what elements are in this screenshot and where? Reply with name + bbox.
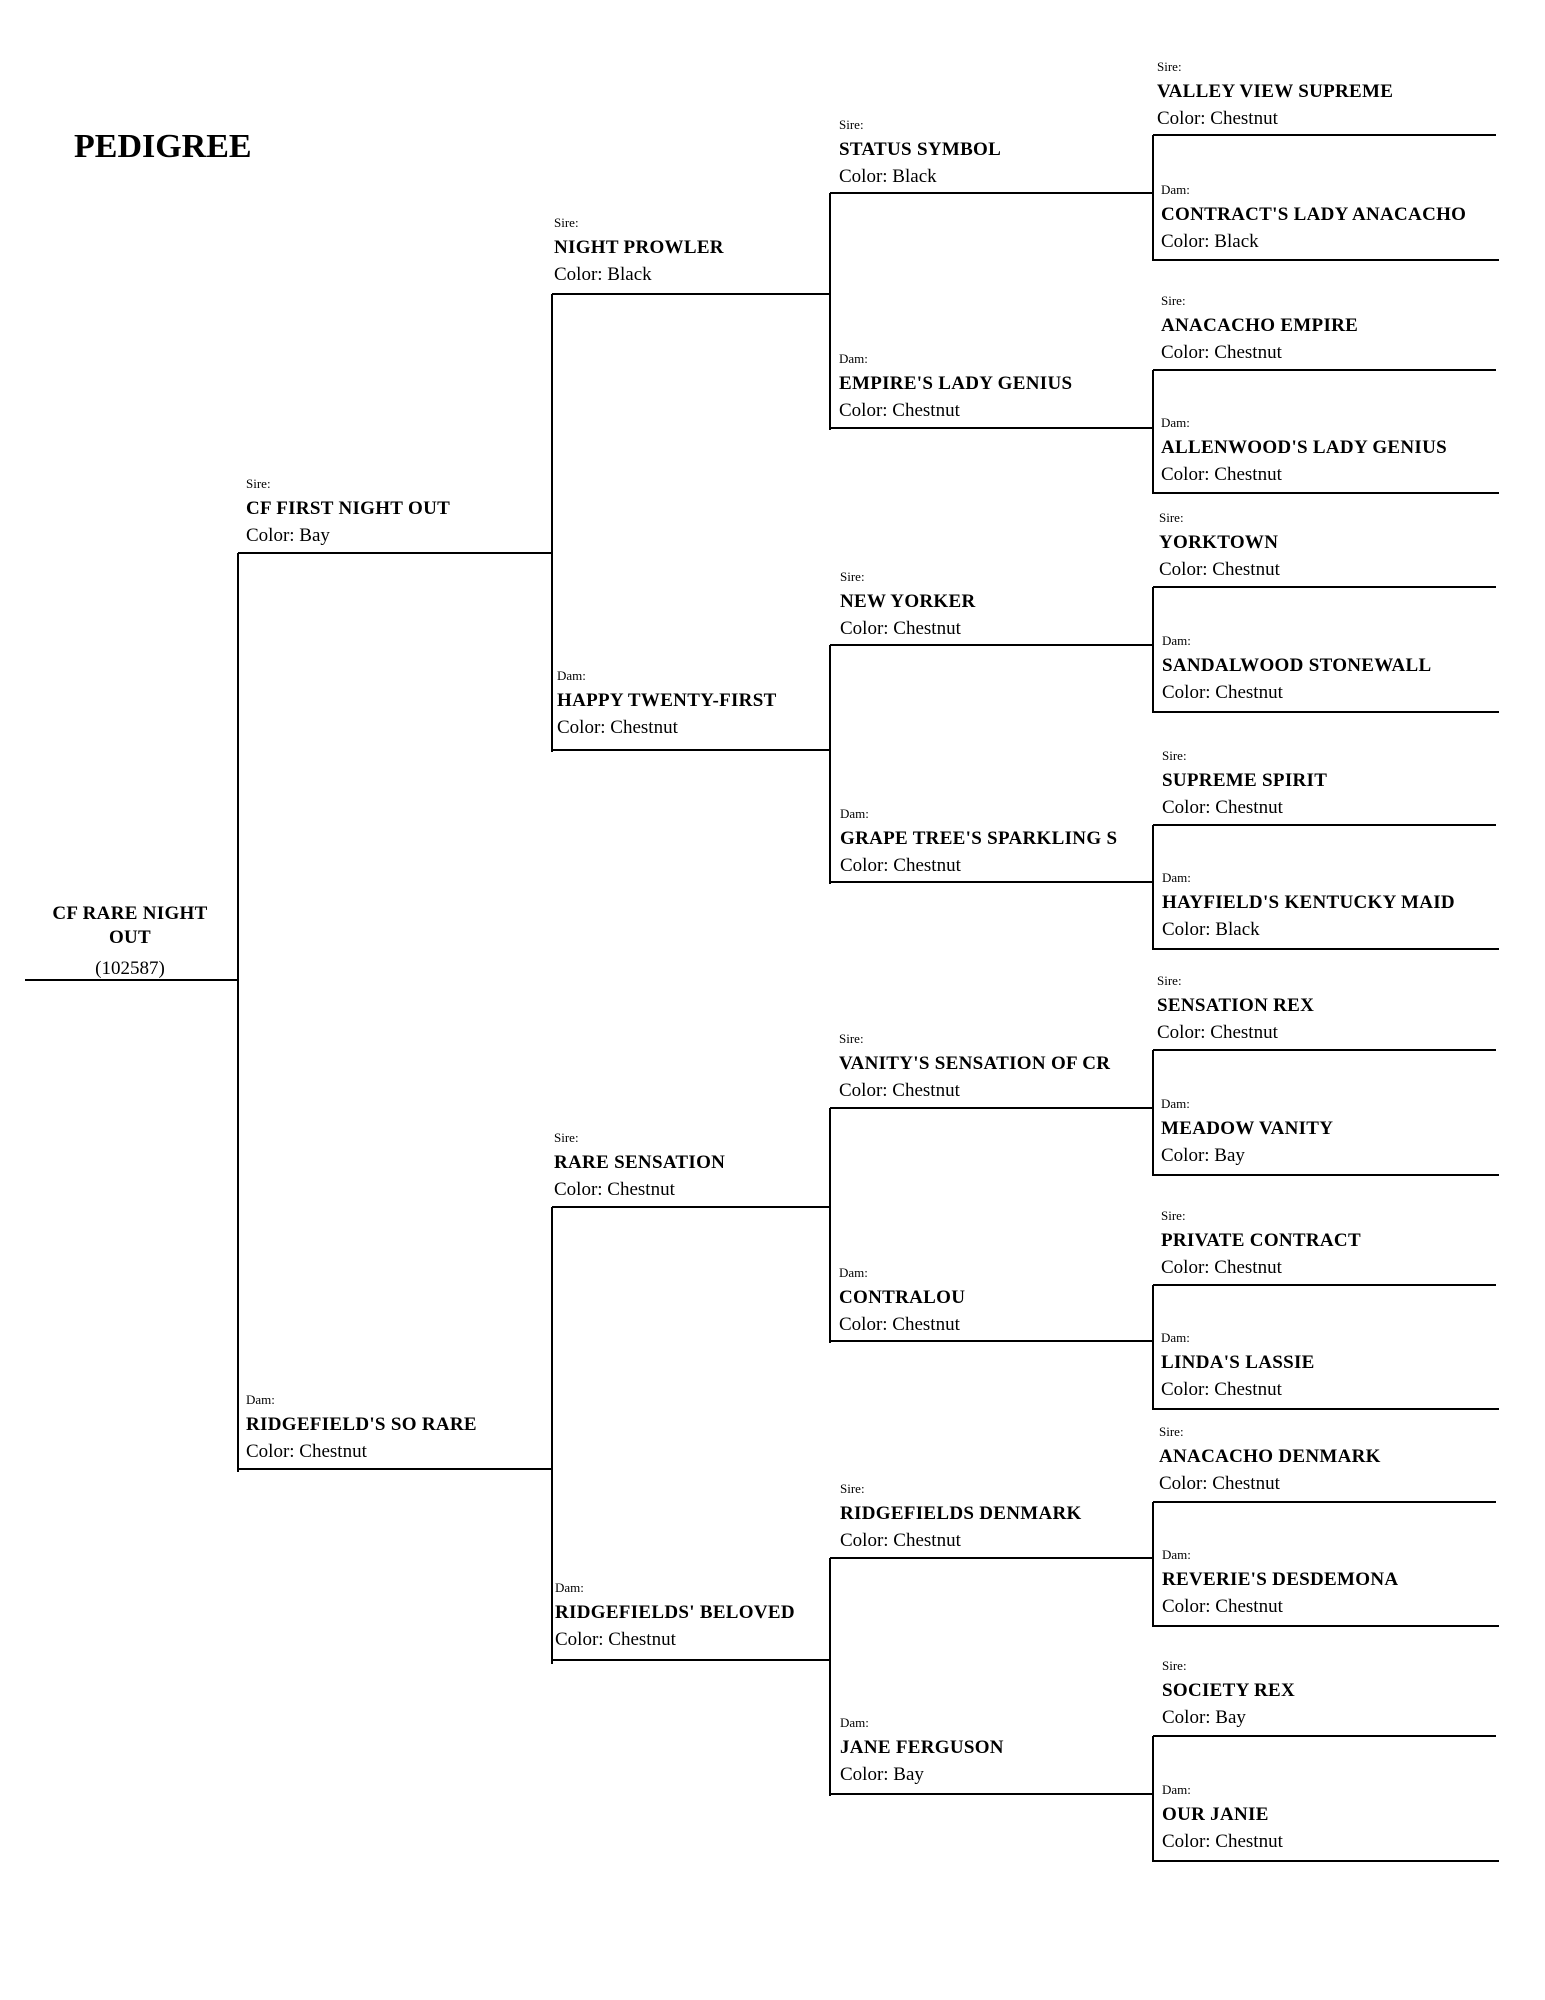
horse-name: YORKTOWN: [1159, 532, 1279, 553]
role-label: Dam:: [1162, 870, 1191, 885]
role-label: Dam:: [1161, 1096, 1190, 1111]
role-label: Sire:: [554, 215, 579, 230]
horse-name: RARE SENSATION: [554, 1152, 726, 1173]
great-grandparent-5: [839, 1032, 1110, 1100]
horse-name: VANITY'S SENSATION OF CR: [839, 1053, 1111, 1074]
gg-grandparent-4: [1161, 416, 1447, 484]
horse-name: RIDGEFIELDS' BELOVED: [555, 1602, 795, 1623]
gg-grandparent-3: [1161, 294, 1358, 362]
parent-sire: [246, 477, 450, 545]
horse-name: GRAPE TREE'S SPARKLING S: [840, 828, 1118, 849]
gg-grandparent-12: [1161, 1331, 1315, 1399]
horse-color: Color: Bay: [840, 1764, 924, 1785]
horse-name: REVERIE'S DESDEMONA: [1162, 1569, 1399, 1590]
role-label: Dam:: [246, 1392, 275, 1407]
horse-color: Color: Chestnut: [246, 1441, 367, 1462]
gg-grandparent-7: [1162, 749, 1327, 817]
horse-name: CF FIRST NIGHT OUT: [246, 498, 451, 519]
gg-grandparent-13: [1159, 1425, 1381, 1493]
role-label: Sire:: [840, 569, 865, 584]
gg-grandparent-11: [1161, 1209, 1361, 1277]
role-label: Dam:: [555, 1580, 584, 1595]
great-grandparent-3: [840, 570, 976, 638]
role-label: Dam:: [1162, 1782, 1191, 1797]
horse-name: JANE FERGUSON: [840, 1737, 1004, 1758]
great-grandparent-6: [839, 1266, 965, 1334]
horse-color: Color: Chestnut: [1157, 108, 1278, 129]
role-label: Dam:: [1162, 633, 1191, 648]
horse-color: Color: Chestnut: [1161, 1257, 1282, 1278]
horse-color: Color: Chestnut: [839, 1314, 960, 1335]
grandparent-dam-1: [557, 669, 777, 737]
horse-name: ANACACHO DENMARK: [1159, 1446, 1381, 1467]
page-title: PEDIGREE: [74, 128, 252, 165]
role-label: Sire:: [1157, 59, 1182, 74]
parent-dam: [246, 1393, 477, 1461]
gg-grandparent-1: [1157, 60, 1393, 128]
horse-color: Color: Chestnut: [839, 1080, 960, 1101]
role-label: Dam:: [839, 351, 868, 366]
horse-color: Color: Chestnut: [840, 1530, 961, 1551]
horse-name: SANDALWOOD STONEWALL: [1162, 655, 1432, 676]
root-horse: [30, 902, 230, 980]
horse-color: Color: Chestnut: [839, 400, 960, 421]
role-label: Dam:: [1161, 1330, 1190, 1345]
gg-grandparent-14: [1162, 1548, 1398, 1616]
role-label: Sire:: [839, 117, 864, 132]
horse-color: Color: Chestnut: [1162, 1831, 1283, 1852]
role-label: Sire:: [1161, 293, 1186, 308]
horse-name: CONTRACT'S LADY ANACACHO: [1161, 204, 1467, 225]
horse-name: SUPREME SPIRIT: [1162, 770, 1328, 791]
horse-color: Color: Chestnut: [1159, 1473, 1280, 1494]
role-label: Sire:: [554, 1130, 579, 1145]
horse-color: Color: Chestnut: [554, 1179, 675, 1200]
horse-name: STATUS SYMBOL: [839, 139, 1002, 160]
gg-grandparent-2: [1161, 183, 1466, 251]
root-registration-number: (102587): [95, 958, 165, 979]
horse-color: Color: Black: [839, 166, 937, 187]
horse-name: LINDA'S LASSIE: [1161, 1352, 1315, 1373]
horse-name: OUR JANIE: [1162, 1804, 1269, 1825]
grandparent-sire-1: [554, 216, 724, 284]
gg-grandparent-6: [1162, 634, 1431, 702]
great-grandparent-8: [840, 1716, 1004, 1784]
horse-name: ANACACHO EMPIRE: [1161, 315, 1359, 336]
horse-color: Color: Chestnut: [1157, 1022, 1278, 1043]
role-label: Dam:: [840, 806, 869, 821]
horse-name: SENSATION REX: [1157, 995, 1315, 1016]
role-label: Sire:: [840, 1481, 865, 1496]
horse-color: Color: Chestnut: [1161, 1379, 1282, 1400]
root-horse-name: CF RARE NIGHT OUT: [52, 903, 208, 948]
role-label: Sire:: [1161, 1208, 1186, 1223]
gg-grandparent-5: [1159, 511, 1280, 579]
role-label: Dam:: [557, 668, 586, 683]
horse-name: MEADOW VANITY: [1161, 1118, 1334, 1139]
role-label: Sire:: [1159, 510, 1184, 525]
horse-color: Color: Chestnut: [840, 618, 961, 639]
role-label: Sire:: [839, 1031, 864, 1046]
gg-grandparent-9: [1157, 974, 1314, 1042]
role-label: Sire:: [246, 476, 271, 491]
great-grandparent-4: [840, 807, 1117, 875]
role-label: Dam:: [1161, 415, 1190, 430]
grandparent-dam-2: [555, 1581, 795, 1649]
horse-name: SOCIETY REX: [1162, 1680, 1295, 1701]
role-label: Sire:: [1159, 1424, 1184, 1439]
horse-name: HAPPY TWENTY-FIRST: [557, 690, 777, 711]
gg-grandparent-15: [1162, 1659, 1295, 1727]
horse-name: NIGHT PROWLER: [554, 237, 724, 258]
horse-color: Color: Black: [1161, 231, 1259, 252]
horse-name: PRIVATE CONTRACT: [1161, 1230, 1361, 1251]
role-label: Sire:: [1157, 973, 1182, 988]
horse-name: ALLENWOOD'S LADY GENIUS: [1161, 437, 1447, 458]
great-grandparent-2: [839, 352, 1072, 420]
horse-name: RIDGEFIELD'S SO RARE: [246, 1414, 477, 1435]
horse-color: Color: Black: [1162, 919, 1260, 940]
horse-color: Color: Chestnut: [1161, 464, 1282, 485]
horse-name: CONTRALOU: [839, 1287, 966, 1308]
horse-color: Color: Bay: [246, 525, 330, 546]
horse-color: Color: Chestnut: [1159, 559, 1280, 580]
grandparent-sire-2: [554, 1131, 725, 1199]
gg-grandparent-16: [1162, 1783, 1283, 1851]
role-label: Dam:: [1162, 1547, 1191, 1562]
gg-grandparent-10: [1161, 1097, 1333, 1165]
horse-name: HAYFIELD'S KENTUCKY MAID: [1162, 892, 1455, 913]
role-label: Dam:: [1161, 182, 1190, 197]
horse-color: Color: Chestnut: [1161, 342, 1282, 363]
horse-color: Color: Chestnut: [557, 717, 678, 738]
great-grandparent-7: [840, 1482, 1082, 1550]
horse-color: Color: Black: [554, 264, 652, 285]
horse-color: Color: Chestnut: [555, 1629, 676, 1650]
horse-color: Color: Bay: [1161, 1145, 1245, 1166]
horse-color: Color: Bay: [1162, 1707, 1246, 1728]
horse-name: NEW YORKER: [840, 591, 976, 612]
horse-color: Color: Chestnut: [1162, 682, 1283, 703]
horse-color: Color: Chestnut: [1162, 797, 1283, 818]
role-label: Sire:: [1162, 748, 1187, 763]
gg-grandparent-8: [1162, 871, 1455, 939]
horse-color: Color: Chestnut: [840, 855, 961, 876]
role-label: Sire:: [1162, 1658, 1187, 1673]
horse-name: RIDGEFIELDS DENMARK: [840, 1503, 1082, 1524]
role-label: Dam:: [840, 1715, 869, 1730]
great-grandparent-1: [839, 118, 1001, 186]
horse-name: VALLEY VIEW SUPREME: [1157, 81, 1394, 102]
horse-color: Color: Chestnut: [1162, 1596, 1283, 1617]
role-label: Dam:: [839, 1265, 868, 1280]
horse-name: EMPIRE'S LADY GENIUS: [839, 373, 1073, 394]
